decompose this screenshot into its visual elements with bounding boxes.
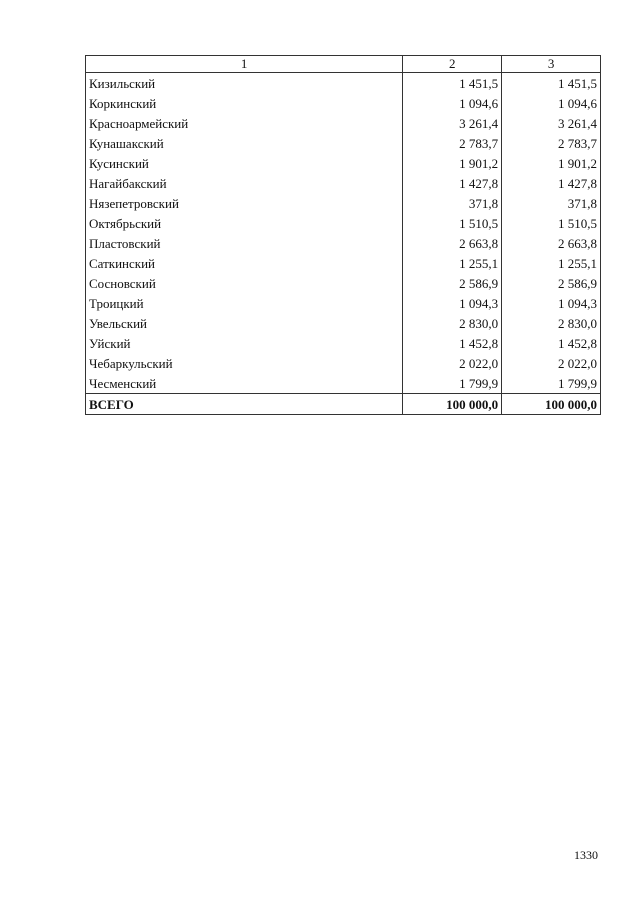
table-row <box>86 233 601 253</box>
district-name: Сосновский <box>86 273 403 293</box>
value-col-3: 3 261,4 <box>502 113 601 133</box>
allocation-table <box>85 55 601 415</box>
table-body <box>86 73 601 415</box>
value-col-2: 1 094,6 <box>403 93 502 113</box>
district-name: Нагайбакский <box>86 173 403 193</box>
table-row <box>86 373 601 394</box>
table-row <box>86 153 601 173</box>
total-value-3: 100 000,0 <box>502 394 601 415</box>
district-name: Уйский <box>86 333 403 353</box>
value-col-2: 1 510,5 <box>403 213 502 233</box>
value-col-3: 2 022,0 <box>502 353 601 373</box>
table-row <box>86 73 601 94</box>
column-header-1: 1 <box>86 56 403 73</box>
value-col-2: 2 830,0 <box>403 313 502 333</box>
district-name: Пластовский <box>86 233 403 253</box>
district-name: Коркинский <box>86 93 403 113</box>
total-row <box>86 394 601 415</box>
table-row <box>86 113 601 133</box>
district-name: Кусинский <box>86 153 403 173</box>
district-name: Красноармейский <box>86 113 403 133</box>
value-col-3: 2 586,9 <box>502 273 601 293</box>
value-col-3: 2 663,8 <box>502 233 601 253</box>
total-label: ВСЕГО <box>86 394 403 415</box>
district-name: Нязепетровский <box>86 193 403 213</box>
value-col-2: 1 427,8 <box>403 173 502 193</box>
value-col-3: 371,8 <box>502 193 601 213</box>
district-name: Чесменский <box>86 373 403 394</box>
district-name: Октябрьский <box>86 213 403 233</box>
value-col-3: 1 094,3 <box>502 293 601 313</box>
value-col-2: 1 255,1 <box>403 253 502 273</box>
value-col-2: 1 799,9 <box>403 373 502 394</box>
table-header <box>86 56 601 73</box>
value-col-3: 1 799,9 <box>502 373 601 394</box>
value-col-3: 1 510,5 <box>502 213 601 233</box>
district-name: Кунашакский <box>86 133 403 153</box>
table-row <box>86 293 601 313</box>
value-col-2: 1 452,8 <box>403 333 502 353</box>
value-col-3: 2 783,7 <box>502 133 601 153</box>
value-col-3: 1 452,8 <box>502 333 601 353</box>
page-number: 1330 <box>574 848 598 862</box>
value-col-2: 1 451,5 <box>403 73 502 94</box>
table-row <box>86 253 601 273</box>
value-col-3: 1 427,8 <box>502 173 601 193</box>
table-row <box>86 173 601 193</box>
table-row <box>86 353 601 373</box>
table-row <box>86 133 601 153</box>
table-row <box>86 213 601 233</box>
table-row <box>86 313 601 333</box>
value-col-3: 1 451,5 <box>502 73 601 94</box>
value-col-2: 1 094,3 <box>403 293 502 313</box>
district-name: Саткинский <box>86 253 403 273</box>
value-col-3: 1 094,6 <box>502 93 601 113</box>
table-row <box>86 273 601 293</box>
value-col-3: 1 901,2 <box>502 153 601 173</box>
table-row <box>86 333 601 353</box>
value-col-2: 1 901,2 <box>403 153 502 173</box>
district-name: Кизильский <box>86 73 403 94</box>
district-name: Чебаркульский <box>86 353 403 373</box>
table-row <box>86 193 601 213</box>
total-value-2: 100 000,0 <box>403 394 502 415</box>
table-row <box>86 93 601 113</box>
value-col-3: 1 255,1 <box>502 253 601 273</box>
column-header-2: 2 <box>403 56 502 73</box>
column-header-3: 3 <box>502 56 601 73</box>
value-col-2: 2 022,0 <box>403 353 502 373</box>
district-name: Троицкий <box>86 293 403 313</box>
value-col-2: 3 261,4 <box>403 113 502 133</box>
district-name: Увельский <box>86 313 403 333</box>
value-col-3: 2 830,0 <box>502 313 601 333</box>
value-col-2: 2 663,8 <box>403 233 502 253</box>
value-col-2: 371,8 <box>403 193 502 213</box>
value-col-2: 2 783,7 <box>403 133 502 153</box>
value-col-2: 2 586,9 <box>403 273 502 293</box>
